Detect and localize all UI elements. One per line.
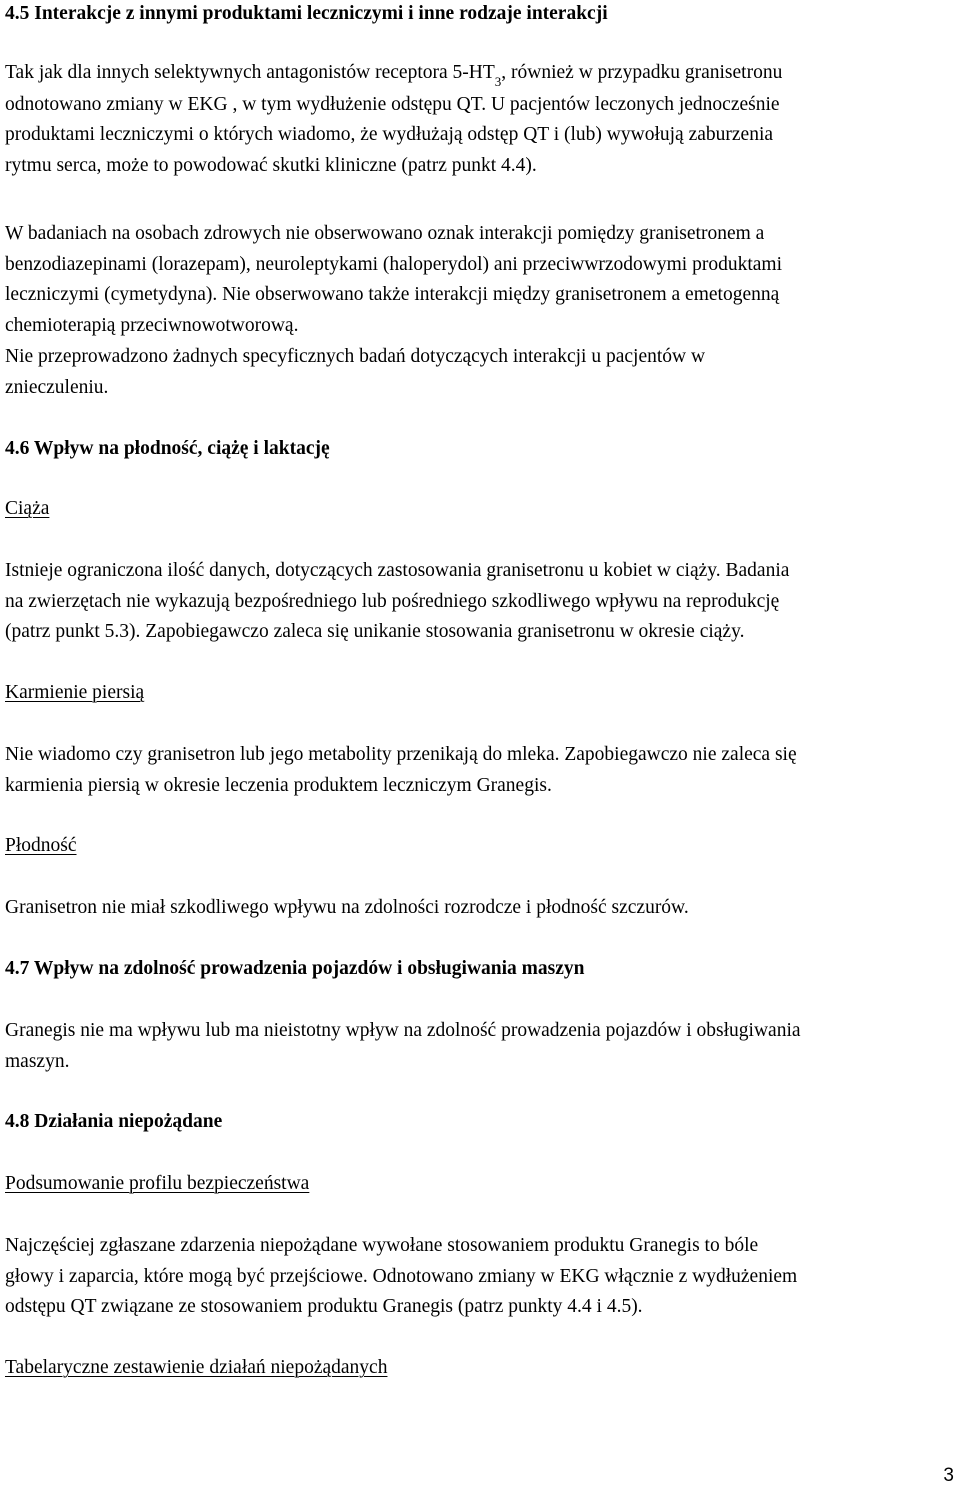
paragraph-line: odstępu QT związane ze stosowaniem produktu Granegis (patrz punkty 4.4 i 4.5). — [5, 1296, 643, 1318]
paragraph-line: chemioterapią przeciwnowotworową. — [5, 315, 299, 337]
safety-profile-paragraph — [5, 1231, 797, 1323]
paragraph-line: leczniczymi (cymetydyna). Nie obserwowano także interakcji między granisetronem a emetogenną — [5, 284, 780, 306]
subscript-3: 3 — [494, 74, 502, 89]
section-4-5-paragraph-1 — [5, 58, 782, 182]
section-4-5-heading: 4.5 Interakcje z innymi produktami leczniczymi i inne rodzaje interakcji — [5, 3, 608, 24]
document-page — [5, 0, 955, 1491]
text-segment: Tak jak dla innych selektywnych antagonistów receptora 5-HT — [5, 62, 495, 83]
paragraph-line: rytmu serca, może to powodować skutki kliniczne (patrz punkt 4.4). — [5, 155, 537, 177]
fertility-subheading: Płodność — [5, 835, 77, 856]
paragraph-line: Najczęściej zgłaszane zdarzenia niepożądane wywołane stosowaniem produktu Granegis to bóle — [5, 1235, 759, 1256]
paragraph-line: odnotowano zmiany w EKG , w tym wydłużenie odstępu QT. U pacjentów leczonych jednocześnie — [5, 93, 780, 115]
paragraph-line: znieczuleniu. — [5, 376, 109, 398]
paragraph-line: produktami leczniczymi o których wiadomo, że wydłużają odstęp QT i (lub) wywołują zaburzenia — [5, 124, 774, 146]
section-4-7-heading: 4.7 Wpływ na zdolność prowadzenia pojazdów i obsługiwania maszyn — [5, 958, 585, 979]
text-segment: , również w przypadku granisetronu — [501, 62, 783, 83]
page-number: 3 — [943, 1465, 954, 1486]
paragraph-line: karmienia piersią w okresie leczenia produktem leczniczym Granegis. — [5, 774, 552, 796]
section-4-6-heading: 4.6 Wpływ na płodność, ciążę i laktację — [5, 438, 330, 459]
paragraph-line: benzodiazepinami (lorazepam), neuroleptykami (haloperydol) ani przeciwwrzodowymi produktami — [5, 253, 783, 275]
paragraph-line: Granegis nie ma wpływu lub ma nieistotny wpływ na zdolność prowadzenia pojazdów i obsługiwania — [5, 1020, 801, 1041]
paragraph-line: głowy i zaparcia, które mogą być przejściowe. Odnotowano zmiany w EKG włącznie z wydłużeniem — [5, 1265, 798, 1287]
paragraph-line: Nie przeprowadzono żadnych specyficznych badań dotyczących interakcji u pacjentów w — [5, 345, 706, 367]
paragraph-line: maszyn. — [5, 1050, 70, 1072]
pregnancy-subheading: Ciąża — [5, 498, 50, 519]
paragraph-line — [5, 58, 782, 90]
breastfeeding-paragraph — [5, 740, 797, 801]
safety-profile-subheading: Podsumowanie profilu bezpieczeństwa — [5, 1173, 310, 1194]
section-4-5-paragraph-2 — [5, 219, 782, 403]
section-4-8-heading: 4.8 Działania niepożądane — [5, 1111, 223, 1132]
paragraph-line: na zwierzętach nie wykazują bezpośredniego lub pośredniego szkodliwego wpływu na reprodukcję — [5, 590, 780, 612]
paragraph-line: (patrz punkt 5.3). Zapobiegawczo zaleca się unikanie stosowania granisetronu w okresie ciąży. — [5, 621, 745, 643]
pregnancy-paragraph — [5, 556, 789, 648]
fertility-paragraph — [5, 893, 689, 924]
section-4-7-paragraph — [5, 1016, 801, 1077]
paragraph-line: Nie wiadomo czy granisetron lub jego metabolity przenikają do mleka. Zapobiegawczo nie zaleca się — [5, 744, 797, 765]
paragraph-line: Istnieje ograniczona ilość danych, dotyczących zastosowania granisetronu u kobiet w ciąży. Badania — [5, 560, 790, 581]
breastfeeding-subheading: Karmienie piersią — [5, 682, 145, 703]
paragraph-line: W badaniach na osobach zdrowych nie obserwowano oznak interakcji pomiędzy granisetronem a — [5, 223, 765, 244]
adverse-reactions-table-subheading: Tabelaryczne zestawienie działań niepożądanych — [5, 1357, 388, 1378]
paragraph-line: Granisetron nie miał szkodliwego wpływu na zdolności rozrodcze i płodność szczurów. — [5, 897, 689, 918]
